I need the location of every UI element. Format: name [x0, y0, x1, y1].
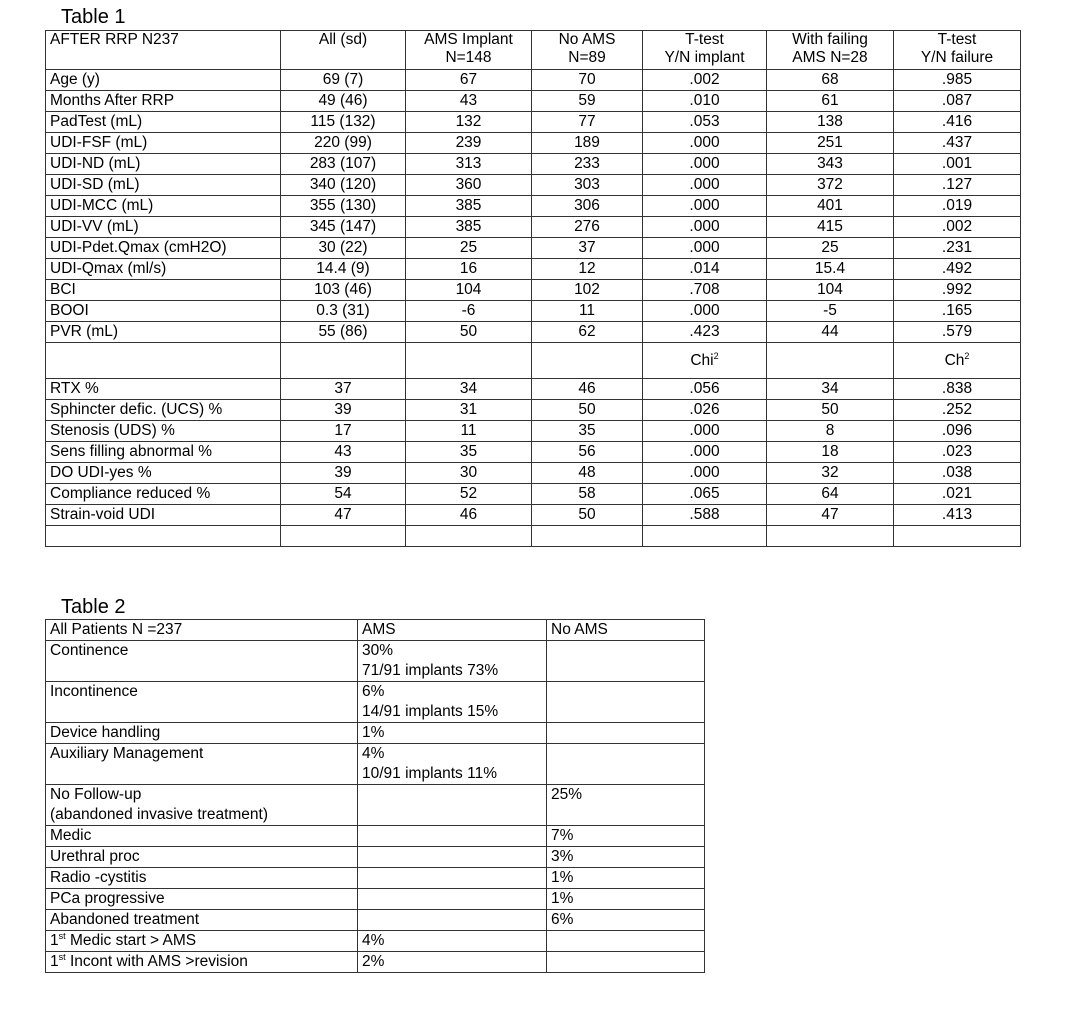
row-label	[46, 641, 358, 682]
table-cell	[46, 343, 281, 379]
table1-row	[46, 133, 1021, 154]
row-label	[46, 744, 358, 785]
header-line: Y/N failure	[920, 49, 994, 66]
row-label: UDI-ND (mL)	[46, 154, 281, 175]
table-cell: 34	[406, 379, 532, 400]
no-ams-cell	[547, 723, 705, 744]
row-label-line: (abandoned invasive treatment)	[50, 806, 268, 823]
table-cell: 11	[406, 421, 532, 442]
table1-caption: Table 1	[61, 6, 126, 28]
table1-row	[46, 463, 1021, 484]
header-line: All (sd)	[318, 31, 368, 48]
table-cell: 47	[767, 505, 894, 526]
table-cell: .000	[643, 463, 767, 484]
table2-row	[46, 785, 705, 826]
table-cell: 67	[406, 70, 532, 91]
table1-row	[46, 400, 1021, 421]
row-label	[46, 931, 358, 952]
row-label: Months After RRP	[46, 91, 281, 112]
ams-cell-line: 10/91 implants 11%	[362, 765, 497, 782]
ams-cell	[358, 826, 547, 847]
table2-caption: Table 2	[61, 596, 126, 618]
table-cell: 16	[406, 259, 532, 280]
table1-row	[46, 112, 1021, 133]
table-cell: 44	[767, 322, 894, 343]
table-cell: 50	[767, 400, 894, 421]
row-label	[46, 889, 358, 910]
table-cell: .000	[643, 217, 767, 238]
table1-row	[46, 379, 1021, 400]
table-cell: 385	[406, 217, 532, 238]
table-cell: .026	[643, 400, 767, 421]
table-cell: 103 (46)	[281, 280, 406, 301]
table-cell: .000	[643, 133, 767, 154]
ordinal-number: 1	[50, 932, 59, 949]
table-cell: 303	[532, 175, 643, 196]
row-label: UDI-SD (mL)	[46, 175, 281, 196]
table1-header-cell	[643, 31, 767, 70]
row-label-line: Radio -cystitis	[50, 869, 147, 886]
table-cell: 32	[767, 463, 894, 484]
table-cell: 132	[406, 112, 532, 133]
table-cell: 55 (86)	[281, 322, 406, 343]
table-cell: 14.4 (9)	[281, 259, 406, 280]
row-label-line: Device handling	[50, 724, 161, 741]
row-label	[46, 785, 358, 826]
ams-cell-line: 71/91 implants 73%	[362, 662, 499, 679]
table1-row	[46, 484, 1021, 505]
table-cell: .437	[894, 133, 1021, 154]
empty-cell	[46, 526, 281, 547]
table-cell: .000	[643, 238, 767, 259]
table-cell: .413	[894, 505, 1021, 526]
table-cell: -5	[767, 301, 894, 322]
empty-cell	[894, 526, 1021, 547]
table-cell: 50	[532, 505, 643, 526]
header-line: No AMS	[558, 31, 616, 48]
row-label-text: Medic start > AMS	[65, 932, 197, 949]
table-cell	[406, 343, 532, 379]
table2-row	[46, 889, 705, 910]
empty-cell	[281, 526, 406, 547]
table-cell: .423	[643, 322, 767, 343]
table1-row	[46, 421, 1021, 442]
table-cell: 18	[767, 442, 894, 463]
row-label: UDI-VV (mL)	[46, 217, 281, 238]
chi-superscript: 2	[964, 350, 970, 361]
table-cell: 70	[532, 70, 643, 91]
table1-row	[46, 175, 1021, 196]
table1-row	[46, 196, 1021, 217]
table-cell: 102	[532, 280, 643, 301]
table1-empty-row	[46, 526, 1021, 547]
no-ams-cell-line: 7%	[551, 827, 574, 844]
table-cell: 343	[767, 154, 894, 175]
table1	[45, 30, 1021, 547]
row-label	[46, 847, 358, 868]
row-label-line: PCa progressive	[50, 890, 165, 907]
table-cell: 17	[281, 421, 406, 442]
table-cell: .014	[643, 259, 767, 280]
header-line: With failing	[792, 31, 868, 48]
no-ams-cell	[547, 868, 705, 889]
table1-header-cell	[767, 31, 894, 70]
table-cell: .000	[643, 196, 767, 217]
no-ams-cell-line: 25%	[551, 786, 583, 803]
table-cell: 251	[767, 133, 894, 154]
table-cell: .492	[894, 259, 1021, 280]
table-cell: 340 (120)	[281, 175, 406, 196]
table-cell: 37	[281, 379, 406, 400]
row-label	[46, 868, 358, 889]
header-line: AFTER RRP N237	[50, 31, 179, 48]
table1-header-cell	[281, 31, 406, 70]
table-cell: 283 (107)	[281, 154, 406, 175]
table-cell: 50	[406, 322, 532, 343]
table-cell: 37	[532, 238, 643, 259]
ams-cell	[358, 785, 547, 826]
chi-superscript: 2	[713, 350, 719, 361]
table-cell: 58	[532, 484, 643, 505]
table-cell: 355 (130)	[281, 196, 406, 217]
table2-header-cell: AMS	[358, 620, 547, 641]
table-cell: 49 (46)	[281, 91, 406, 112]
table-cell: 30	[406, 463, 532, 484]
row-label-line: Medic	[50, 827, 92, 844]
table-cell: 59	[532, 91, 643, 112]
table1-header-cell	[894, 31, 1021, 70]
table-cell: 35	[532, 421, 643, 442]
chi-label: Ch	[944, 352, 965, 369]
row-label: UDI-Qmax (ml/s)	[46, 259, 281, 280]
table-cell	[767, 343, 894, 379]
ams-cell-line: 4%	[362, 745, 385, 762]
table-cell: 104	[406, 280, 532, 301]
table1-row	[46, 259, 1021, 280]
table-cell: .000	[643, 442, 767, 463]
table-cell: .708	[643, 280, 767, 301]
table-cell: 48	[532, 463, 643, 484]
table1-header-cell	[532, 31, 643, 70]
row-label: UDI-FSF (mL)	[46, 133, 281, 154]
table-cell: .021	[894, 484, 1021, 505]
table1-row	[46, 280, 1021, 301]
table-cell: .000	[643, 175, 767, 196]
table-cell: 25	[406, 238, 532, 259]
row-label-line: Abandoned treatment	[50, 911, 200, 928]
table-cell: .053	[643, 112, 767, 133]
table-cell: 47	[281, 505, 406, 526]
no-ams-cell-line: 3%	[551, 848, 574, 865]
table-cell: .416	[894, 112, 1021, 133]
row-label: RTX %	[46, 379, 281, 400]
table-cell: 34	[767, 379, 894, 400]
table-cell: 43	[406, 91, 532, 112]
table2-row	[46, 868, 705, 889]
ams-cell	[358, 868, 547, 889]
table-cell: .588	[643, 505, 767, 526]
ams-cell-line: 30%	[362, 642, 394, 659]
table2-row	[46, 682, 705, 723]
row-label-text: Incont with AMS >revision	[65, 953, 248, 970]
table-cell: 313	[406, 154, 532, 175]
row-label: UDI-Pdet.Qmax (cmH2O)	[46, 238, 281, 259]
ordinal-suffix: st	[58, 930, 66, 941]
row-label: BCI	[46, 280, 281, 301]
table-cell	[281, 343, 406, 379]
no-ams-cell	[547, 889, 705, 910]
table-cell: .087	[894, 91, 1021, 112]
table1-row	[46, 154, 1021, 175]
table-cell: 52	[406, 484, 532, 505]
table-cell: 0.3 (31)	[281, 301, 406, 322]
table1-header-cell	[46, 31, 281, 70]
row-label: Age (y)	[46, 70, 281, 91]
table1-chi-row	[46, 343, 1021, 379]
table-cell: .096	[894, 421, 1021, 442]
row-label-line: Incontinence	[50, 683, 138, 700]
row-label	[46, 723, 358, 744]
ams-cell: 4%	[358, 931, 547, 952]
table-cell: .000	[643, 154, 767, 175]
table1-row	[46, 91, 1021, 112]
row-label: Sens filling abnormal %	[46, 442, 281, 463]
table-cell: 115 (132)	[281, 112, 406, 133]
table-cell: 360	[406, 175, 532, 196]
table1-row	[46, 70, 1021, 91]
table-cell: 220 (99)	[281, 133, 406, 154]
table2-row	[46, 723, 705, 744]
table2-row	[46, 826, 705, 847]
table-cell: .038	[894, 463, 1021, 484]
table1-row	[46, 505, 1021, 526]
row-label: Sphincter defic. (UCS) %	[46, 400, 281, 421]
no-ams-cell	[547, 785, 705, 826]
ams-cell: 2%	[358, 952, 547, 973]
table-cell: 15.4	[767, 259, 894, 280]
table-cell: .231	[894, 238, 1021, 259]
table-cell: 276	[532, 217, 643, 238]
header-line: AMS N=28	[792, 49, 868, 66]
row-label: Strain-void UDI	[46, 505, 281, 526]
no-ams-cell	[547, 910, 705, 931]
ams-cell	[358, 682, 547, 723]
table-cell: .000	[643, 301, 767, 322]
ordinal-suffix: st	[58, 951, 66, 962]
chi-label: Chi	[690, 352, 714, 369]
no-ams-cell	[547, 952, 705, 973]
table2-row	[46, 847, 705, 868]
table-cell: 77	[532, 112, 643, 133]
table-cell: 239	[406, 133, 532, 154]
table-cell: .002	[643, 70, 767, 91]
header-line: N=148	[445, 49, 492, 66]
table1-row	[46, 217, 1021, 238]
table-cell: .165	[894, 301, 1021, 322]
table-cell: 385	[406, 196, 532, 217]
table-cell	[894, 343, 1021, 379]
no-ams-cell-line: 1%	[551, 869, 574, 886]
ams-cell-line: 1%	[362, 724, 385, 741]
table-cell	[643, 343, 767, 379]
ams-cell	[358, 910, 547, 931]
row-label-line: Continence	[50, 642, 129, 659]
ordinal-number: 1	[50, 953, 59, 970]
ams-cell	[358, 847, 547, 868]
row-label	[46, 952, 358, 973]
no-ams-cell	[547, 847, 705, 868]
row-label-line: No Follow-up	[50, 786, 142, 803]
table-cell: .985	[894, 70, 1021, 91]
table2-header-row	[46, 620, 705, 641]
table-cell: 401	[767, 196, 894, 217]
table-cell: .127	[894, 175, 1021, 196]
row-label-line: Auxiliary Management	[50, 745, 204, 762]
table-cell: 54	[281, 484, 406, 505]
row-label	[46, 826, 358, 847]
header-line: T-test	[937, 31, 977, 48]
no-ams-cell	[547, 682, 705, 723]
no-ams-cell	[547, 744, 705, 785]
table-cell: .056	[643, 379, 767, 400]
table2-row	[46, 641, 705, 682]
ams-cell	[358, 641, 547, 682]
row-label: BOOI	[46, 301, 281, 322]
table-cell: 233	[532, 154, 643, 175]
table1-row	[46, 301, 1021, 322]
table-cell: 39	[281, 400, 406, 421]
empty-cell	[406, 526, 532, 547]
ams-cell	[358, 723, 547, 744]
table-cell: 138	[767, 112, 894, 133]
ams-cell	[358, 889, 547, 910]
table-cell: .019	[894, 196, 1021, 217]
header-line: T-test	[685, 31, 724, 48]
table-cell: 415	[767, 217, 894, 238]
table-cell: 345 (147)	[281, 217, 406, 238]
no-ams-cell	[547, 931, 705, 952]
ams-cell	[358, 744, 547, 785]
no-ams-cell	[547, 641, 705, 682]
row-label	[46, 910, 358, 931]
no-ams-cell-line: 1%	[551, 890, 574, 907]
table-cell: .000	[643, 421, 767, 442]
table-cell: 43	[281, 442, 406, 463]
table-cell: 8	[767, 421, 894, 442]
table1-row	[46, 322, 1021, 343]
table-cell: .579	[894, 322, 1021, 343]
ams-cell-line: 14/91 implants 15%	[362, 703, 499, 720]
table-cell: .002	[894, 217, 1021, 238]
table-cell: -6	[406, 301, 532, 322]
table-cell: 11	[532, 301, 643, 322]
table-cell: .838	[894, 379, 1021, 400]
ams-cell-line: 6%	[362, 683, 385, 700]
row-label-line: Urethral proc	[50, 848, 140, 865]
table-cell: 12	[532, 259, 643, 280]
empty-cell	[767, 526, 894, 547]
table1-row	[46, 442, 1021, 463]
empty-cell	[532, 526, 643, 547]
table-cell: 68	[767, 70, 894, 91]
no-ams-cell	[547, 826, 705, 847]
table1-header-row	[46, 31, 1021, 70]
table-cell	[532, 343, 643, 379]
table-cell: 46	[406, 505, 532, 526]
table-cell: 25	[767, 238, 894, 259]
table2-row	[46, 744, 705, 785]
no-ams-cell-line: 6%	[551, 911, 574, 928]
table-cell: 64	[767, 484, 894, 505]
row-label	[46, 682, 358, 723]
table-cell: 372	[767, 175, 894, 196]
table-cell: 306	[532, 196, 643, 217]
table-cell: 56	[532, 442, 643, 463]
table-cell: .010	[643, 91, 767, 112]
table-cell: 104	[767, 280, 894, 301]
table-cell: 30 (22)	[281, 238, 406, 259]
table-cell: 46	[532, 379, 643, 400]
table2-header-cell: No AMS	[547, 620, 705, 641]
header-line: N=89	[568, 49, 606, 66]
row-label: PadTest (mL)	[46, 112, 281, 133]
table2-row	[46, 952, 705, 973]
table2-row	[46, 910, 705, 931]
table2-header-cell: All Patients N =237	[46, 620, 358, 641]
table-cell: 62	[532, 322, 643, 343]
row-label: Stenosis (UDS) %	[46, 421, 281, 442]
table2-row	[46, 931, 705, 952]
table-cell: 69 (7)	[281, 70, 406, 91]
table1-row	[46, 238, 1021, 259]
table-cell: .252	[894, 400, 1021, 421]
table-cell: 50	[532, 400, 643, 421]
table-cell: 61	[767, 91, 894, 112]
table-cell: 189	[532, 133, 643, 154]
row-label: Compliance reduced %	[46, 484, 281, 505]
table-cell: .065	[643, 484, 767, 505]
table2	[45, 619, 705, 973]
table1-header-cell	[406, 31, 532, 70]
table-cell: 35	[406, 442, 532, 463]
table-cell: .001	[894, 154, 1021, 175]
table-cell: .023	[894, 442, 1021, 463]
row-label: PVR (mL)	[46, 322, 281, 343]
row-label: DO UDI-yes %	[46, 463, 281, 484]
empty-cell	[643, 526, 767, 547]
table-cell: 31	[406, 400, 532, 421]
table-cell: .992	[894, 280, 1021, 301]
row-label: UDI-MCC (mL)	[46, 196, 281, 217]
header-line: AMS Implant	[424, 31, 513, 48]
table-cell: 39	[281, 463, 406, 484]
header-line: Y/N implant	[664, 49, 745, 66]
